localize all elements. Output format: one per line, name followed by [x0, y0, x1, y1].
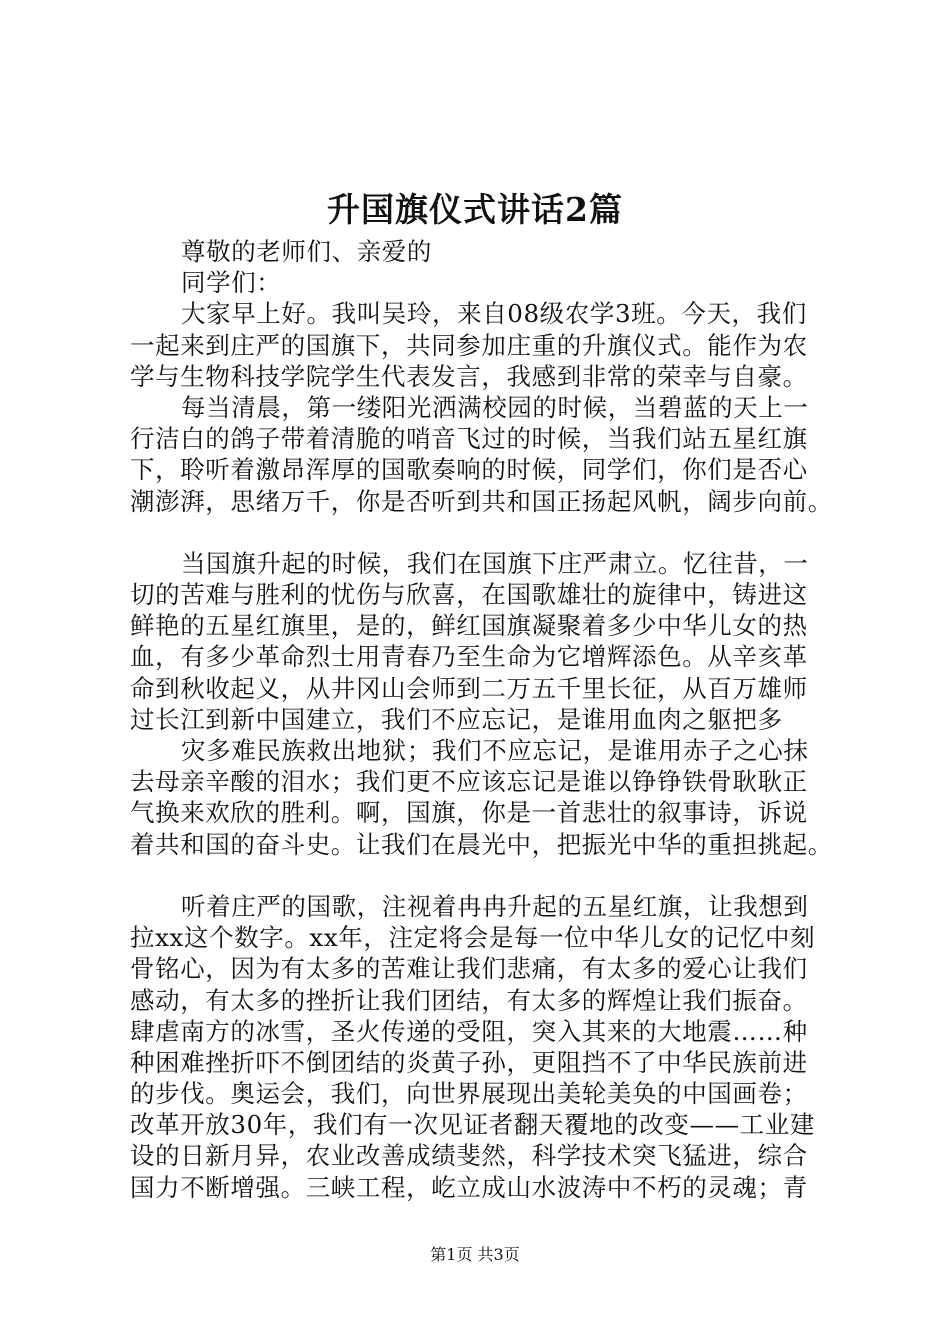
text-line: 改革开放30年，我们有一次见证者翻天覆地的改变——工业建	[130, 1110, 815, 1140]
paragraph-gap	[130, 517, 845, 548]
paragraph-gap	[130, 860, 845, 891]
text-line: 气换来欢欣的胜利。啊，国旗，你是一首悲壮的叙事诗，诉说	[130, 798, 808, 828]
text-line: 鲜艳的五星红旗里，是的，鲜红国旗凝聚着多少中华儿女的热	[130, 611, 808, 641]
text-line: 当国旗升起的时候，我们在国旗下庄严肃立。忆往昔，一	[181, 548, 809, 578]
text-line: 过长江到新中国建立，我们不应忘记，是谁用血肉之躯把多	[130, 704, 783, 734]
text-line: 着共和国的奋斗史。让我们在晨光中，把振光中华的重担挑起。	[130, 829, 833, 859]
text-line: 设的日新月异，农业改善成绩斐然，科学技术突飞猛进，综合	[130, 1141, 808, 1171]
text-line: 的步伐。奥运会，我们，向世界展现出美轮美奂的中国画卷；	[130, 1079, 808, 1109]
text-line: 潮澎湃，思绪万千，你是否听到共和国正扬起风帆，阔步向前。	[130, 486, 833, 516]
document-title: 升国旗仪式讲话2篇	[327, 190, 623, 229]
text-line: 同学们：	[181, 268, 282, 298]
text-line: 行洁白的鸽子带着清脆的哨音飞过的时候，当我们站五星红旗	[130, 424, 808, 454]
text-line: 学与生物科技学院学生代表发言，我感到非常的荣幸与自豪。	[130, 361, 808, 391]
document-body	[130, 236, 845, 1203]
text-line: 感动，有太多的挫折让我们团结，有太多的辉煌让我们振奋。	[130, 985, 808, 1015]
text-line: 去母亲辛酸的泪水；我们更不应该忘记是谁以铮铮铁骨耿耿正	[130, 767, 808, 797]
text-line: 拉xx这个数字。xx年，注定将会是每一位中华儿女的记忆中刻	[130, 923, 816, 953]
text-line: 下，聆听着激昂浑厚的国歌奏响的时候，同学们，你们是否心	[130, 455, 808, 485]
text-line: 肆虐南方的冰雪，圣火传递的受阻，突入其来的大地震……种	[130, 1016, 808, 1046]
text-line: 灾多难民族救出地狱；我们不应忘记，是谁用赤子之心抹	[181, 736, 809, 765]
page-number-footer: 第1页 共3页	[430, 1245, 520, 1264]
text-line: 每当清晨，第一缕阳光洒满校园的时候，当碧蓝的天上一	[181, 392, 809, 422]
text-line: 血，有多少革命烈士用青春乃至生命为它增辉添色。从辛亥革	[130, 642, 808, 672]
text-line: 种困难挫折吓不倒团结的炎黄子孙，更阻挡不了中华民族前进	[130, 1047, 808, 1077]
text-line: 听着庄严的国歌，注视着冉冉升起的五星红旗，让我想到	[181, 891, 809, 921]
text-line: 命到秋收起义，从井冈山会师到二万五千里长征，从百万雄师	[130, 673, 808, 703]
text-line: 切的苦难与胜利的忧伤与欣喜，在国歌雄壮的旋律中，铸进这	[130, 580, 808, 610]
text-line: 国力不断增强。三峡工程，屹立成山水波涛中不朽的灵魂；青	[130, 1172, 808, 1202]
text-line: 尊敬的老师们、亲爱的	[181, 237, 432, 266]
text-line: 骨铭心，因为有太多的苦难让我们悲痛，有太多的爱心让我们	[130, 954, 808, 984]
text-line: 大家早上好。我叫吴玲，来自08级农学3班。今天，我们	[181, 299, 807, 329]
text-line: 一起来到庄严的国旗下，共同参加庄重的升旗仪式。能作为农	[130, 330, 808, 360]
